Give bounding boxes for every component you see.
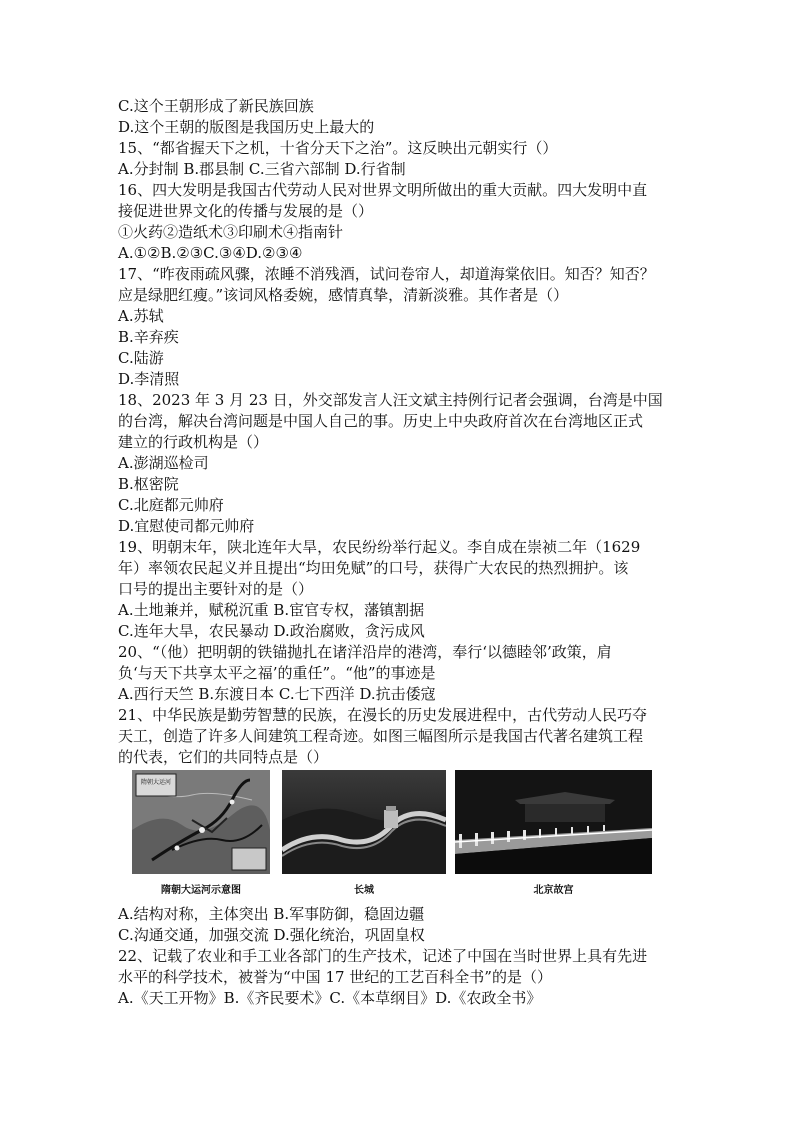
question-16: 16、四大发明是我国古代劳动人民对世界文明所做出的重大贡献。四大发明中直 [118, 181, 648, 199]
figure-row [132, 770, 652, 898]
text-line: 水平的科学技术，被誉为“中国 17 世纪的工艺百科全书”的是（） [118, 968, 552, 986]
text-line: A.①②B.②③C.③④D.②③④ [118, 244, 303, 262]
text-line: 负‘与天下共享太平之福’的重任”。“他”的事迹是 [118, 664, 436, 682]
text-line: D.李清照 [118, 370, 180, 388]
text-line: A.结构对称，主体突出 B.军事防御，稳固边疆 [118, 905, 425, 923]
text-line: D.宜慰使司都元帅府 [118, 517, 255, 535]
text-line: 的代表，它们的共同特点是（） [118, 748, 329, 766]
text-line: C.连年大旱，农民暴动 D.政治腐败，贪污成风 [118, 622, 425, 640]
figure-caption: 隋朝大运河示意图 [161, 885, 241, 896]
canal-map-image [132, 770, 270, 874]
text-line: B.枢密院 [118, 475, 179, 493]
text-line: 接促进世界文化的传播与发展的是（） [118, 202, 374, 220]
map-title: 隋朝大运河 [140, 779, 172, 786]
question-19: 19、明朝末年，陕北连年大旱，农民纷纷举行起义。李自成在崇祯二年（1629 [118, 538, 641, 556]
text-line: B.辛弃疾 [118, 328, 179, 346]
text-line: A.澎湖巡检司 [118, 454, 209, 472]
question-21: 21、中华民族是勤劳智慧的民族，在漫长的历史发展进程中，古代劳动人民巧夺 [118, 706, 648, 724]
text-line: A.《天工开物》B.《齐民要术》C.《本草纲目》D.《农政全书》 [118, 989, 542, 1007]
text-line: C.沟通交通，加强交流 D.强化统治，巩固皇权 [118, 926, 425, 944]
text-line: ①火药②造纸术③印刷术④指南针 [118, 223, 344, 241]
text-line: A.西行天竺 B.东渡日本 C.七下西洋 D.抗击倭寇 [118, 685, 436, 703]
text-line: 应是绿肥红瘦。”该词风格委婉，感情真挚，清新淡雅。其作者是（） [118, 286, 569, 304]
text-line: 口号的提出主要针对的是（） [118, 580, 314, 598]
text-line: C.陆游 [118, 349, 164, 367]
question-18: 18、2023 年 3 月 23 日，外交部发言人汪文斌主持例行记者会强调，台湾是中国 [118, 391, 663, 409]
text-line: 的台湾，解决台湾问题是中国人自己的事。历史上中央政府首次在台湾地区正式 [118, 412, 644, 430]
question-15: 15、“都省握天下之机，十省分天下之治”。这反映出元朝实行（） [118, 139, 558, 157]
figure-caption: 北京故宫 [533, 885, 574, 896]
text-line: D.这个王朝的版图是我国历史上最大的 [118, 118, 375, 136]
question-20: 20、“（他）把明朝的铁锚抛扎在诸洋沿岸的港湾，奉行‘以德睦邻’政策，肩 [118, 643, 612, 661]
text-line: C.这个王朝形成了新民族回族 [118, 97, 314, 115]
great-wall-image [282, 770, 446, 874]
question-22: 22、记载了农业和手工业各部门的生产技术，记述了中国在当时世界上具有先进 [118, 947, 648, 965]
text-line: 年）率领农民起义并且提出“均田免赋”的口号，获得广大农民的热烈拥护。该 [118, 559, 629, 577]
text-line: 天工，创造了许多人间建筑工程奇迹。如图三幅图所示是我国古代著名建筑工程 [118, 727, 644, 745]
text-line: A.土地兼并，赋税沉重 B.宦官专权，藩镇割据 [118, 601, 425, 619]
question-17: 17、“昨夜雨疏风骤，浓睡不消残酒，试问卷帘人，却道海棠依旧。知否？知否？ [118, 265, 655, 283]
text-line: A.苏轼 [118, 307, 164, 325]
figure-caption: 长城 [354, 885, 374, 896]
text-line: 建立的行政机构是（） [118, 433, 269, 451]
text-line: C.北庭都元帅府 [118, 496, 224, 514]
text-line: A.分封制 B.郡县制 C.三省六部制 D.行省制 [118, 160, 406, 178]
forbidden-city-image [455, 770, 652, 874]
